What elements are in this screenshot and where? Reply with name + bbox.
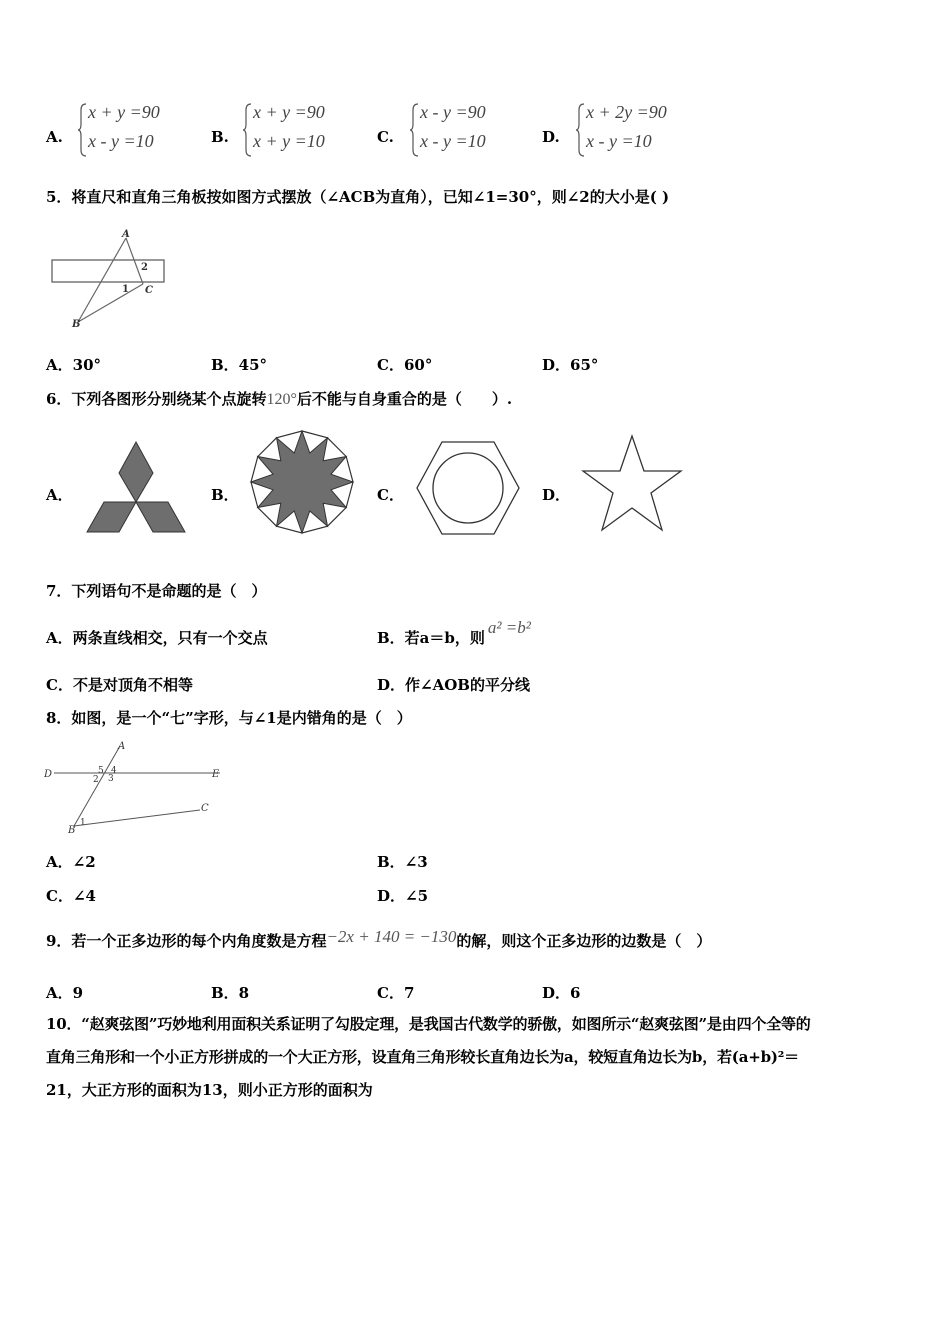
q6-option-c-label: C．	[377, 486, 404, 504]
diamond-top	[119, 442, 153, 502]
brace-icon	[243, 102, 253, 158]
q10-stem	[46, 1008, 908, 1107]
q4-d-eq1: x + 2y =90	[586, 102, 667, 122]
side-bc	[78, 284, 143, 322]
q4-c-eq1: x - y =90	[420, 102, 486, 122]
label-angle-2: 2	[141, 262, 148, 273]
q6-stem	[46, 388, 512, 409]
q4-a-eq1: x + y =90	[88, 102, 160, 122]
q8-option-a: A．∠2	[46, 853, 96, 871]
q4-option-a-label: A.	[46, 128, 63, 146]
q4-option-d-label: D.	[542, 128, 560, 146]
q6-stem-before: 6．下列各图形分别绕某个点旋转	[46, 390, 267, 408]
label-d: D	[44, 769, 53, 780]
twelve-point-star	[251, 431, 353, 533]
label-angle-5: 5	[98, 766, 104, 776]
line-bc	[74, 810, 200, 826]
q9-option-d: D．6	[542, 984, 581, 1002]
q6-angle: 120°	[266, 391, 297, 408]
label-a: A	[122, 229, 130, 240]
q9-option-b: B．8	[211, 984, 250, 1002]
label-b: B	[72, 319, 81, 330]
q5-stem: 5．将直尺和直角三角板按如图方式摆放（∠ACB为直角），已知∠1=30°，则∠2的大小是( )	[46, 188, 670, 206]
q6-option-a-label: A．	[46, 486, 73, 504]
q6-option-a-three-diamonds	[84, 440, 188, 534]
q4-b-eq2: x + y =10	[253, 131, 325, 151]
q10-line-3: 21，大正方形的面积为13，则小正方形的面积为	[46, 1081, 373, 1099]
q6-option-c-hexagon-circle	[414, 440, 522, 536]
label-angle-1: 1	[122, 284, 129, 295]
star-outline	[583, 436, 681, 530]
q5-option-a: A．30°	[46, 356, 102, 374]
q8-option-d: D．∠5	[377, 887, 429, 905]
q8-option-b: B．∠3	[377, 853, 428, 871]
q4-c-eq2: x - y =10	[420, 131, 486, 151]
label-b: B	[68, 825, 76, 836]
q9-stem-after: 的解，则这个正多边形的边数是（ ）	[456, 932, 712, 950]
q6-option-b-label: B．	[211, 486, 239, 504]
q8-option-c: C．∠4	[46, 887, 96, 905]
diamond-left	[87, 502, 136, 532]
q9-option-c: C．7	[377, 984, 415, 1002]
label-c: C	[201, 803, 209, 814]
brace-icon	[576, 102, 586, 158]
label-a: A	[118, 741, 126, 752]
q8-stem: 8．如图，是一个“七”字形，与∠1是内错角的是（ ）	[46, 709, 412, 727]
q9-option-a: A．9	[46, 984, 84, 1002]
q4-option-c-label: C.	[377, 128, 394, 146]
label-angle-2: 2	[93, 775, 99, 785]
diamond-right	[136, 502, 185, 532]
q6-option-b-star-in-polygon	[248, 428, 356, 536]
brace-icon	[410, 102, 420, 158]
q10-line-2: 直角三角形和一个小正方形拼成的一个大正方形，设直角三角形较长直角边长为a，较短直角边长为b，若(a+b)²＝	[46, 1048, 799, 1066]
q9-stem-before: 9．若一个正多边形的每个内角度数是方程	[46, 932, 327, 950]
q8-figure-seven-shape	[44, 740, 226, 838]
line-ab	[74, 746, 120, 826]
q4-a-eq2: x - y =10	[88, 131, 154, 151]
side-ab	[78, 238, 126, 322]
q10-line-1: 10．“赵爽弦图”巧妙地利用面积关系证明了勾股定理，是我国古代数学的骄傲，如图所示“赵爽弦图”是由四个全等的	[46, 1015, 811, 1033]
hexagon	[417, 442, 519, 534]
side-ac	[126, 238, 143, 284]
q7-option-b-math: a² =b²	[487, 618, 531, 637]
q5-option-b: B．45°	[211, 356, 268, 374]
q9-stem	[46, 927, 712, 951]
q9-equation: −2x + 140 = −130	[326, 927, 457, 946]
brace-icon	[78, 102, 88, 158]
q7-option-b	[377, 618, 531, 648]
q7-option-a: A．两条直线相交，只有一个交点	[46, 629, 268, 647]
q6-option-d-five-point-star	[580, 434, 684, 534]
q5-option-d: D．65°	[542, 356, 599, 374]
circle	[433, 453, 503, 523]
label-c: C	[145, 285, 153, 296]
q4-d-eq2: x - y =10	[586, 131, 652, 151]
q7-option-d: D．作∠AOB的平分线	[377, 676, 530, 694]
q7-stem: 7．下列语句不是命题的是（ ）	[46, 582, 267, 600]
q4-b-eq1: x + y =90	[253, 102, 325, 122]
q7-option-b-text: B．若a＝b，则	[377, 629, 485, 647]
q5-option-c: C．60°	[377, 356, 433, 374]
q6-stem-after: 后不能与自身重合的是（ ）.	[296, 390, 513, 408]
label-e: E	[212, 769, 220, 780]
label-angle-1: 1	[80, 818, 86, 828]
label-angle-3: 3	[108, 774, 114, 784]
q4-option-b-label: B.	[211, 128, 229, 146]
q7-option-c: C．不是对顶角不相等	[46, 676, 193, 694]
label-angle-4: 4	[111, 766, 117, 776]
q6-option-d-label: D．	[542, 486, 571, 504]
q5-figure-ruler-triangle	[46, 226, 171, 331]
